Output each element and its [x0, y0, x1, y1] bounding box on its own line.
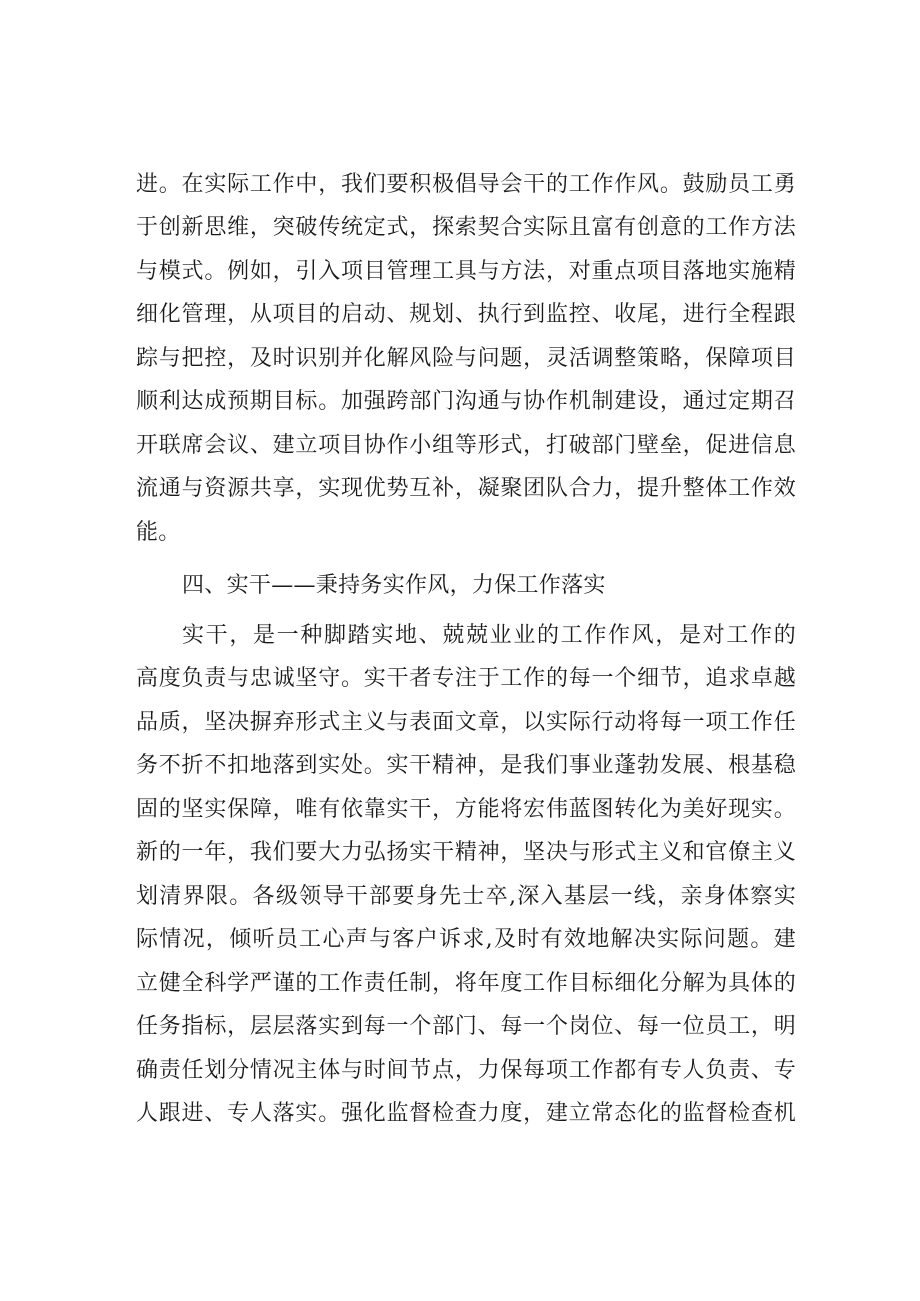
- body-text-line: 实干，是一种脚踏实地、兢兢业业的工作作风，是对工作的: [182, 623, 796, 648]
- body-text-line: 高度负责与忠诚坚守。实干者专注于工作的每一个细节，追求卓越: [136, 666, 796, 691]
- body-text-line: 任务指标，层层落实到每一个部门、每一个岗位、每一位员工，明: [136, 1014, 796, 1039]
- body-text-line: 与模式。例如，引入项目管理工具与方法，对重点项目落地实施精: [136, 259, 796, 284]
- body-text-line: 务不折不扣地落到实处。实干精神，是我们事业蓬勃发展、根基稳: [136, 753, 796, 778]
- body-text-line: 际情况，倾听员工心声与客户诉求,及时有效地解决实际问题。建: [136, 927, 796, 952]
- body-text-line: 划清界限。各级领导干部要身先士卒,深入基层一线，亲身体察实: [136, 884, 796, 909]
- body-text-line: 固的坚实保障，唯有依靠实干，方能将宏伟蓝图转化为美好现实。: [136, 797, 796, 822]
- body-text-line: 顺利达成预期目标。加强跨部门沟通与协作机制建设，通过定期召: [136, 389, 796, 414]
- body-text-line: 立健全科学严谨的工作责任制，将年度工作目标细化分解为具体的: [136, 971, 796, 996]
- body-text-line: 人跟进、专人落实。强化监督检查力度，建立常态化的监督检查机: [136, 1101, 796, 1126]
- body-text-line: 流通与资源共享，实现优势互补，凝聚团队合力，提升整体工作效: [136, 476, 796, 501]
- body-text-line: 踪与把控，及时识别并化解风险与问题，灵活调整策略，保障项目: [136, 346, 796, 371]
- body-text-line: 确责任划分情况主体与时间节点，力保每项工作都有专人负责、专: [136, 1058, 796, 1083]
- section-heading: 四、实干——秉持务实作风，力保工作落实: [182, 573, 606, 598]
- body-text-line: 新的一年，我们要大力弘扬实干精神，坚决与形式主义和官僚主义: [136, 840, 796, 865]
- body-text-line: 于创新思维，突破传统定式，探索契合实际且富有创意的工作方法: [136, 215, 796, 240]
- body-text-line: 能。: [136, 520, 181, 545]
- body-text-line: 进。在实际工作中，我们要积极倡导会干的工作作风。鼓励员工勇: [136, 172, 796, 197]
- body-text-line: 品质，坚决摒弃形式主义与表面文章，以实际行动将每一项工作任: [136, 710, 796, 735]
- body-text-line: 开联席会议、建立项目协作小组等形式，打破部门壁垒，促进信息: [136, 433, 796, 458]
- body-text-line: 细化管理，从项目的启动、规划、执行到监控、收尾，进行全程跟: [136, 302, 796, 327]
